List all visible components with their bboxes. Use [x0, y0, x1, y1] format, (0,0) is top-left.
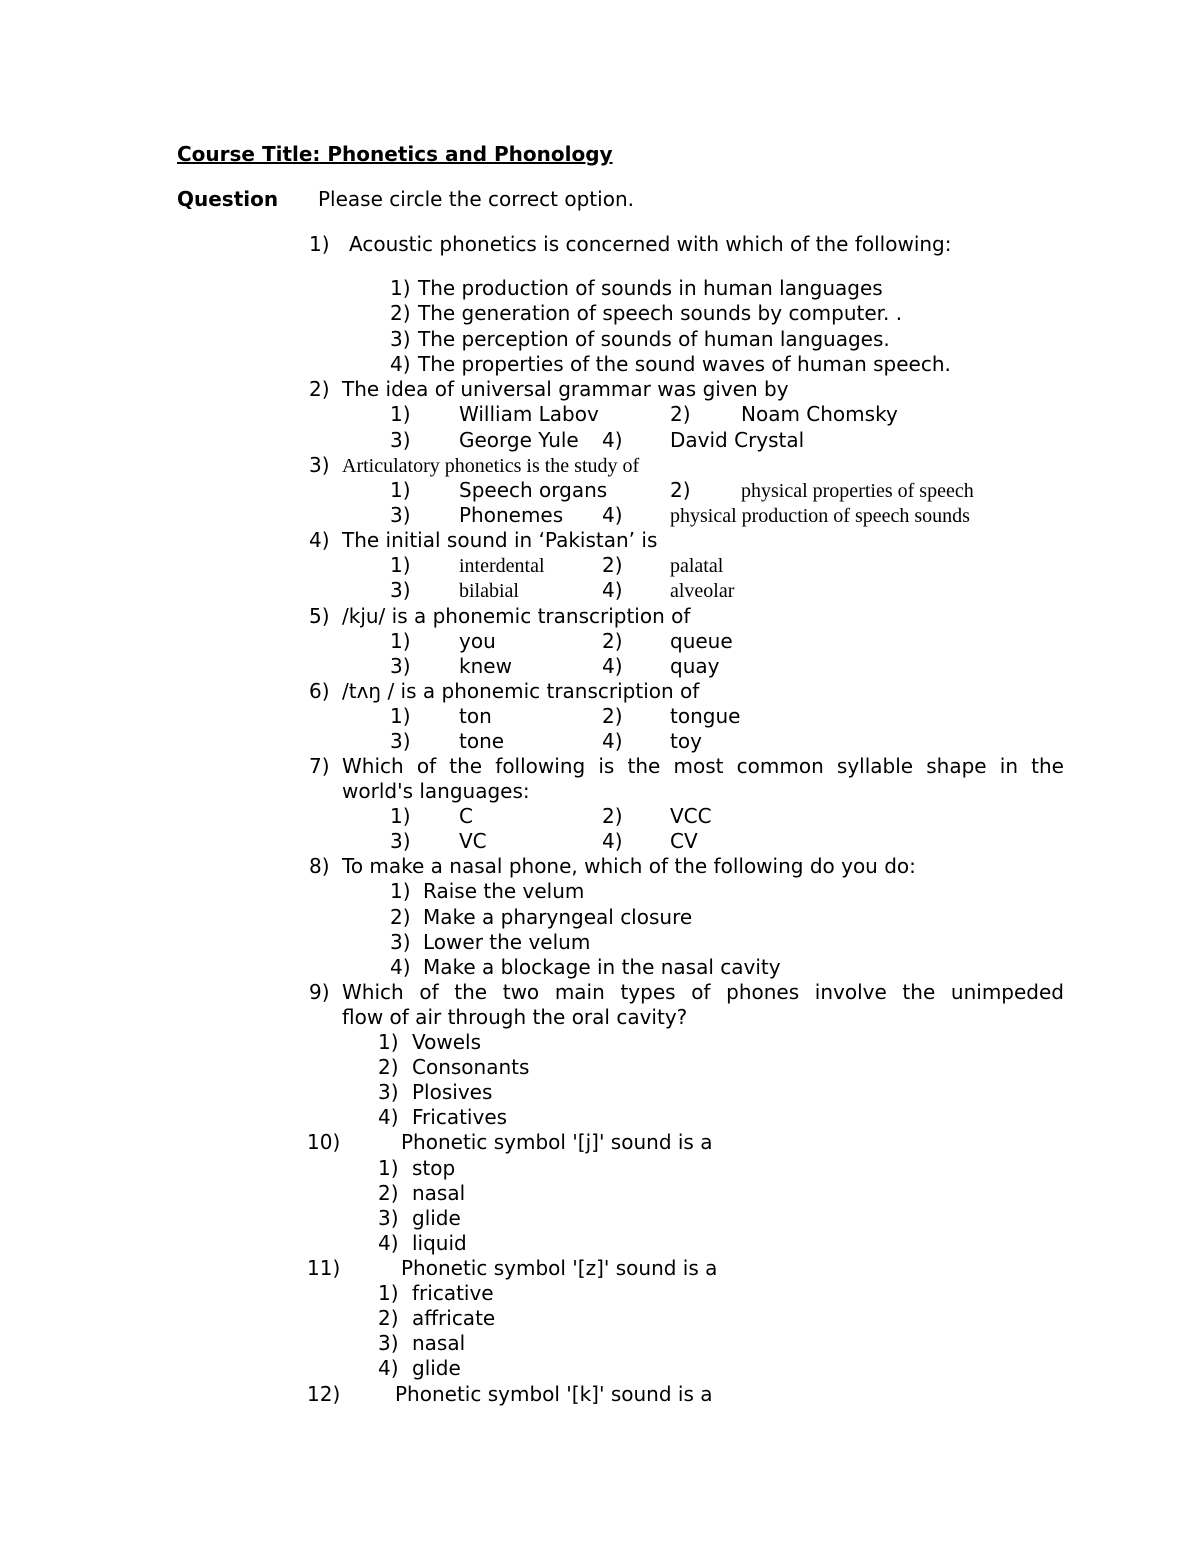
- option-text: C: [459, 804, 473, 828]
- option-text: Plosives: [412, 1080, 493, 1104]
- option-number: 3): [390, 327, 411, 351]
- option-number: 3): [390, 578, 411, 602]
- option-number: 4): [378, 1356, 399, 1380]
- question-text: Acoustic phonetics is concerned with which of the following:: [349, 232, 952, 256]
- option-text: physical properties of speech: [741, 480, 974, 502]
- option-text: Fricatives: [412, 1105, 508, 1129]
- option-text: tongue: [670, 704, 741, 728]
- option-text: Noam Chomsky: [741, 402, 898, 426]
- option-text: ton: [459, 704, 492, 728]
- option-number: 2): [602, 804, 623, 828]
- option-text: fricative: [412, 1281, 494, 1305]
- option-number: 1): [378, 1156, 399, 1180]
- question-text: /tʌŋ / is a phonemic transcription of: [342, 679, 700, 703]
- question-number: 3): [309, 453, 330, 477]
- option-text: The properties of the sound waves of human speech.: [418, 352, 951, 376]
- option-number: 3): [390, 428, 411, 452]
- question-text: /kju/ is a phonemic transcription of: [342, 604, 691, 628]
- option-text: alveolar: [670, 580, 735, 602]
- option-text: Phonemes: [459, 503, 564, 527]
- question-text-line1: Which of the following is the most common syllable shape in the: [342, 754, 1064, 778]
- question-number: 1): [309, 232, 330, 256]
- option-text: David Crystal: [670, 428, 805, 452]
- option-number: 3): [378, 1080, 399, 1104]
- option-text: CV: [670, 829, 698, 853]
- option-number: 1): [390, 553, 411, 577]
- question-number: 4): [309, 528, 330, 552]
- option-number: 1): [390, 704, 411, 728]
- option-number: 3): [378, 1331, 399, 1355]
- question-number: 9): [309, 980, 330, 1004]
- option-text: Speech organs: [459, 478, 608, 502]
- option-number: 4): [602, 654, 623, 678]
- option-text: The generation of speech sounds by computer. .: [418, 301, 903, 325]
- option-text: VC: [459, 829, 487, 853]
- option-number: 2): [378, 1055, 399, 1079]
- option-text: interdental: [459, 555, 545, 577]
- option-text: stop: [412, 1156, 456, 1180]
- option-text: liquid: [412, 1231, 467, 1255]
- question-text: To make a nasal phone, which of the following do you do:: [342, 854, 916, 878]
- option-number: 1): [390, 804, 411, 828]
- option-number: 2): [378, 1306, 399, 1330]
- option-text: glide: [412, 1356, 461, 1380]
- option-number: 1): [390, 879, 411, 903]
- option-number: 4): [390, 352, 411, 376]
- option-text: Vowels: [412, 1030, 482, 1054]
- question-number: 7): [309, 754, 330, 778]
- option-number: 1): [378, 1030, 399, 1054]
- option-number: 1): [390, 629, 411, 653]
- option-number: 1): [390, 402, 411, 426]
- option-number: 4): [378, 1231, 399, 1255]
- question-text-line1: Which of the two main types of phones involve the unimpeded: [342, 980, 1064, 1004]
- option-text: Raise the velum: [423, 879, 585, 903]
- option-text: The production of sounds in human languages: [418, 276, 883, 300]
- instruction: Please circle the correct option.: [318, 187, 634, 211]
- option-text: Consonants: [412, 1055, 530, 1079]
- option-number: 3): [390, 829, 411, 853]
- option-text: physical production of speech sounds: [670, 505, 970, 527]
- course-title: Course Title: Phonetics and Phonology: [177, 142, 613, 166]
- option-text: quay: [670, 654, 720, 678]
- option-number: 2): [390, 301, 411, 325]
- question-number: 11): [307, 1256, 341, 1280]
- question-number: 10): [307, 1130, 341, 1154]
- option-number: 4): [390, 955, 411, 979]
- option-number: 2): [602, 704, 623, 728]
- question-text: Phonetic symbol '[k]' sound is a: [395, 1382, 713, 1406]
- question-number: 6): [309, 679, 330, 703]
- option-number: 4): [602, 428, 623, 452]
- option-text: Make a blockage in the nasal cavity: [423, 955, 781, 979]
- question-number: 2): [309, 377, 330, 401]
- option-text: Lower the velum: [423, 930, 591, 954]
- option-number: 4): [602, 729, 623, 753]
- option-text: bilabial: [459, 580, 519, 602]
- option-number: 4): [602, 503, 623, 527]
- option-number: 3): [390, 729, 411, 753]
- question-number: 12): [307, 1382, 341, 1406]
- question-number: 8): [309, 854, 330, 878]
- option-text: palatal: [670, 555, 724, 577]
- option-number: 2): [602, 553, 623, 577]
- option-text: knew: [459, 654, 512, 678]
- question-text: The idea of universal grammar was given by: [342, 377, 789, 401]
- option-number: 2): [670, 402, 691, 426]
- option-number: 2): [602, 629, 623, 653]
- option-text: William Labov: [459, 402, 599, 426]
- option-text: tone: [459, 729, 505, 753]
- option-text: toy: [670, 729, 702, 753]
- option-number: 2): [390, 905, 411, 929]
- option-text: Make a pharyngeal closure: [423, 905, 693, 929]
- option-number: 4): [378, 1105, 399, 1129]
- option-number: 1): [390, 478, 411, 502]
- option-text: George Yule: [459, 428, 579, 452]
- option-text: you: [459, 629, 496, 653]
- question-text: Articulatory phonetics is the study of: [342, 455, 640, 477]
- option-number: 2): [670, 478, 691, 502]
- question-number: 5): [309, 604, 330, 628]
- question-label: Question: [177, 187, 279, 211]
- option-number: 3): [390, 930, 411, 954]
- option-number: 1): [378, 1281, 399, 1305]
- option-number: 1): [390, 276, 411, 300]
- option-text: The perception of sounds of human languages.: [418, 327, 890, 351]
- option-number: 3): [378, 1206, 399, 1230]
- question-text: Phonetic symbol '[z]' sound is a: [401, 1256, 718, 1280]
- option-number: 4): [602, 578, 623, 602]
- question-text-line2: world's languages:: [342, 779, 530, 803]
- option-text: queue: [670, 629, 733, 653]
- question-text-line2: flow of air through the oral cavity?: [342, 1005, 688, 1029]
- option-number: 3): [390, 503, 411, 527]
- option-text: nasal: [412, 1181, 466, 1205]
- option-text: VCC: [670, 804, 712, 828]
- question-text: Phonetic symbol '[j]' sound is a: [401, 1130, 713, 1154]
- option-text: affricate: [412, 1306, 496, 1330]
- option-text: nasal: [412, 1331, 466, 1355]
- option-text: glide: [412, 1206, 461, 1230]
- option-number: 4): [602, 829, 623, 853]
- option-number: 3): [390, 654, 411, 678]
- question-text: The initial sound in ‘Pakistan’ is: [342, 528, 658, 552]
- option-number: 2): [378, 1181, 399, 1205]
